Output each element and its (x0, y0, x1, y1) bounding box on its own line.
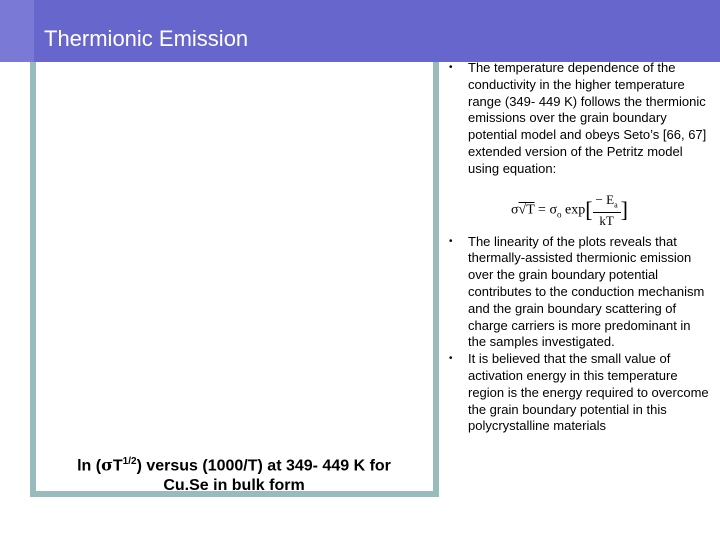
eq-lhs-sigma: σ (511, 202, 519, 218)
equation (445, 188, 710, 228)
bullet-text: The temperature dependence of the conductivity in the higher temperature range (349- 449 K) follows the thermionic emissions over the grain boundary potential model and obeys Seto’s [66, 67] extended version of the Petritz model using equation: (468, 60, 707, 176)
caption-line-2: Cu.Se in bulk form (163, 477, 305, 495)
bullet-dot: • (449, 353, 453, 365)
bullet-text: It is believed that the small value of activation energy in this temperature region is the energy required to overcome the grain boundary potential in this polycrystalline materials (468, 351, 709, 434)
left-rule (30, 62, 36, 497)
eq-lhs-root: √T (518, 202, 535, 218)
eq-equals: = (538, 202, 546, 218)
caption-suffix: ) versus (1000/T) at 349- 449 K for (136, 457, 391, 475)
bullet-dot: • (449, 62, 453, 73)
eq-denominator: kT (599, 213, 614, 229)
eq-numerator-sub: a (614, 200, 618, 210)
bullet-text: The linearity of the plots reveals that thermally-assisted thermionic emission over the grain boundary potential contributes to the conduction mechanism and the grain boundary scattering of charge carriers is more predominant in the samples investigated. (468, 233, 705, 350)
eq-numerator: − E (595, 191, 615, 207)
bullet-list (445, 60, 710, 435)
title-bar (0, 0, 720, 62)
bullet-dot: • (449, 235, 453, 247)
eq-rhs-sigma: σ (549, 202, 557, 218)
caption-prefix: ln ( (77, 457, 102, 475)
bullet-item (445, 234, 710, 352)
equation-formula: $\sigma√T = \sigma_o$ exp[ $\frac{- E_a}{kT}$ ] (511, 191, 628, 229)
caption-exponent: 1/2 (122, 456, 137, 467)
slide-title: Thermionic Emission (44, 26, 249, 51)
bullet-item (445, 60, 710, 178)
caption-line-1 (44, 452, 424, 476)
title-bar-accent (0, 0, 34, 62)
eq-exp: exp (564, 202, 586, 218)
caption-sigma: σ (101, 455, 113, 475)
figure-caption (44, 452, 424, 496)
bullet-item (445, 351, 710, 435)
column-divider (433, 62, 439, 497)
eq-rhs-sub: o (556, 208, 562, 219)
caption-t: T (112, 457, 123, 475)
